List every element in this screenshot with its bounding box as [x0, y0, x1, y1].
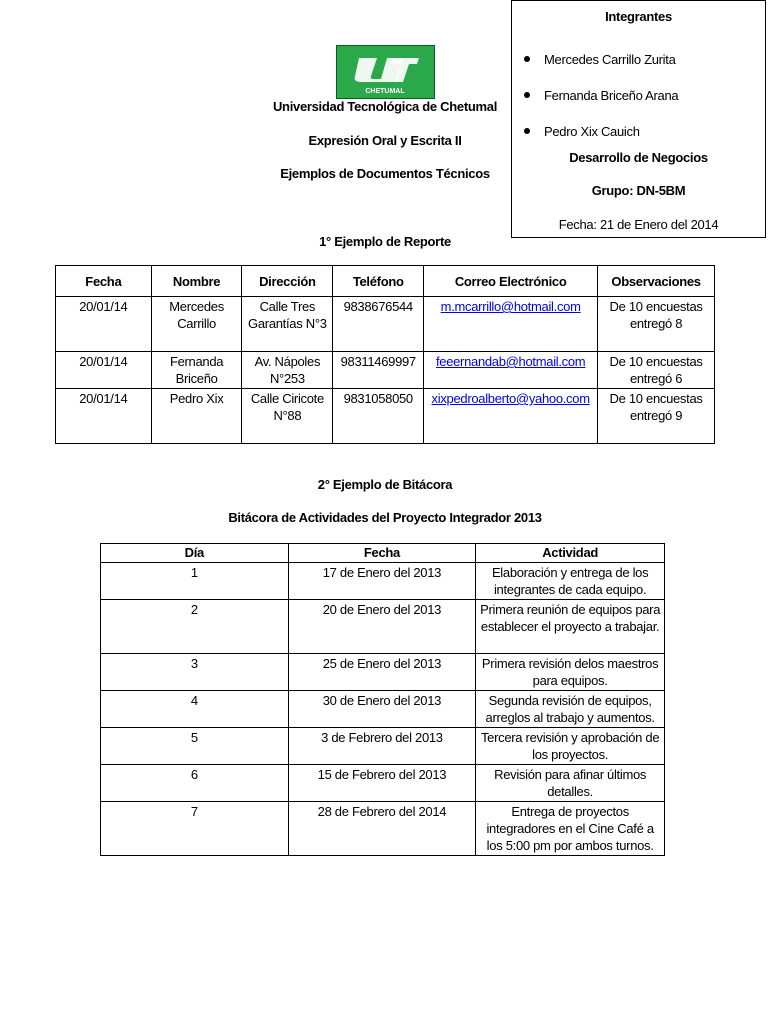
cell-actividad: Segunda revisión de equipos, arreglos al trabajo y aumentos. — [476, 691, 665, 728]
log-header-row — [101, 544, 665, 563]
cell-actividad: Entrega de proyectos integradores en el Cine Café a los 5:00 pm por ambos turnos. — [476, 802, 665, 856]
member-name: Mercedes Carrillo Zurita — [544, 51, 676, 67]
column-header: Observaciones — [598, 266, 715, 297]
email-link[interactable]: m.mcarrillo@hotmail.com — [440, 299, 581, 314]
table-row — [101, 563, 665, 600]
cell-direccion: Calle Tres Garantías N°3 — [242, 297, 333, 352]
column-header: Día — [101, 544, 289, 563]
table-row — [101, 802, 665, 856]
cell-fecha: 20/01/14 — [56, 389, 152, 444]
cell-fecha: 15 de Febrero del 2013 — [288, 765, 476, 802]
cell-fecha: 25 de Enero del 2013 — [288, 654, 476, 691]
member-item — [522, 41, 678, 77]
report-table — [55, 265, 715, 444]
cell-actividad: Tercera revisión y aprobación de los proyectos. — [476, 728, 665, 765]
group-label: Grupo: DN-5BM — [591, 183, 686, 198]
cell-fecha: 30 de Enero del 2013 — [288, 691, 476, 728]
cell-fecha: 20 de Enero del 2013 — [288, 600, 476, 654]
cell-actividad: Primera reunión de equipos para establecer el proyecto a trabajar. — [476, 600, 665, 654]
cell-nombre: Mercedes Carrillo — [151, 297, 242, 352]
table-row — [101, 654, 665, 691]
email-link[interactable]: feeernandab@hotmail.com — [435, 354, 586, 369]
report-header-row — [56, 266, 715, 297]
cell-actividad: Elaboración y entrega de los integrantes de cada equipo. — [476, 563, 665, 600]
cell-fecha: 28 de Febrero del 2014 — [288, 802, 476, 856]
cell-dia: 1 — [101, 563, 289, 600]
table-row — [56, 352, 715, 389]
cell-correo — [424, 352, 598, 389]
table-row — [101, 728, 665, 765]
report-heading: 1° Ejemplo de Reporte — [319, 234, 451, 249]
bullet-icon — [524, 56, 530, 62]
bullet-icon — [524, 92, 530, 98]
cell-correo — [424, 389, 598, 444]
members-title: Integrantes — [605, 9, 672, 24]
cell-fecha: 20/01/14 — [56, 297, 152, 352]
logo-text: CHETUMAL — [365, 88, 405, 95]
column-header: Teléfono — [333, 266, 424, 297]
member-name: Pedro Xix Cauich — [544, 123, 640, 139]
column-header: Fecha — [288, 544, 476, 563]
area-label: Desarrollo de Negocios — [569, 150, 708, 165]
table-row — [56, 389, 715, 444]
cell-telefono: 9838676544 — [333, 297, 424, 352]
cell-dia: 3 — [101, 654, 289, 691]
university-name: Universidad Tecnológica de Chetumal — [272, 99, 498, 114]
cell-correo — [424, 297, 598, 352]
email-link[interactable]: xixpedroalberto@yahoo.com — [431, 391, 590, 406]
column-header: Correo Electrónico — [424, 266, 598, 297]
cell-fecha: 3 de Febrero del 2013 — [288, 728, 476, 765]
column-header: Actividad — [476, 544, 665, 563]
cell-actividad: Primera revisión delos maestros para equipos. — [476, 654, 665, 691]
table-row — [101, 691, 665, 728]
members-box — [511, 0, 766, 238]
cell-observaciones: De 10 encuestas entregó 8 — [598, 297, 715, 352]
cell-fecha: 20/01/14 — [56, 352, 152, 389]
table-row — [56, 297, 715, 352]
document-title: Ejemplos de Documentos Técnicos — [280, 166, 490, 181]
members-list — [522, 41, 678, 149]
column-header: Fecha — [56, 266, 152, 297]
member-name: Fernanda Briceño Arana — [544, 87, 679, 103]
cell-observaciones: De 10 encuestas entregó 6 — [598, 352, 715, 389]
log-heading: 2° Ejemplo de Bitácora — [317, 477, 453, 492]
log-title: Bitácora de Actividades del Proyecto Integrador 2013 — [228, 510, 542, 525]
cell-telefono: 9831058050 — [333, 389, 424, 444]
cell-direccion: Calle Ciricote N°88 — [242, 389, 333, 444]
university-logo — [336, 45, 435, 99]
cell-actividad: Revisión para afinar últimos detalles. — [476, 765, 665, 802]
ut-logo-icon — [337, 46, 434, 98]
subject-title: Expresión Oral y Escrita II — [308, 133, 462, 148]
cell-direccion: Av. Nápoles N°253 — [242, 352, 333, 389]
cell-dia: 4 — [101, 691, 289, 728]
cell-observaciones: De 10 encuestas entregó 9 — [598, 389, 715, 444]
log-table — [100, 543, 665, 856]
member-item — [522, 77, 678, 113]
table-row — [101, 765, 665, 802]
member-item — [522, 113, 678, 149]
column-header: Dirección — [242, 266, 333, 297]
table-row — [101, 600, 665, 654]
cell-dia: 5 — [101, 728, 289, 765]
cell-dia: 7 — [101, 802, 289, 856]
column-header: Nombre — [151, 266, 242, 297]
cell-telefono: 98311469997 — [333, 352, 424, 389]
cell-nombre: Pedro Xix — [151, 389, 242, 444]
cell-nombre: Fernanda Briceño — [151, 352, 242, 389]
cell-dia: 2 — [101, 600, 289, 654]
cell-fecha: 17 de Enero del 2013 — [288, 563, 476, 600]
date-label: Fecha: 21 de Enero del 2014 — [558, 217, 719, 232]
cell-dia: 6 — [101, 765, 289, 802]
